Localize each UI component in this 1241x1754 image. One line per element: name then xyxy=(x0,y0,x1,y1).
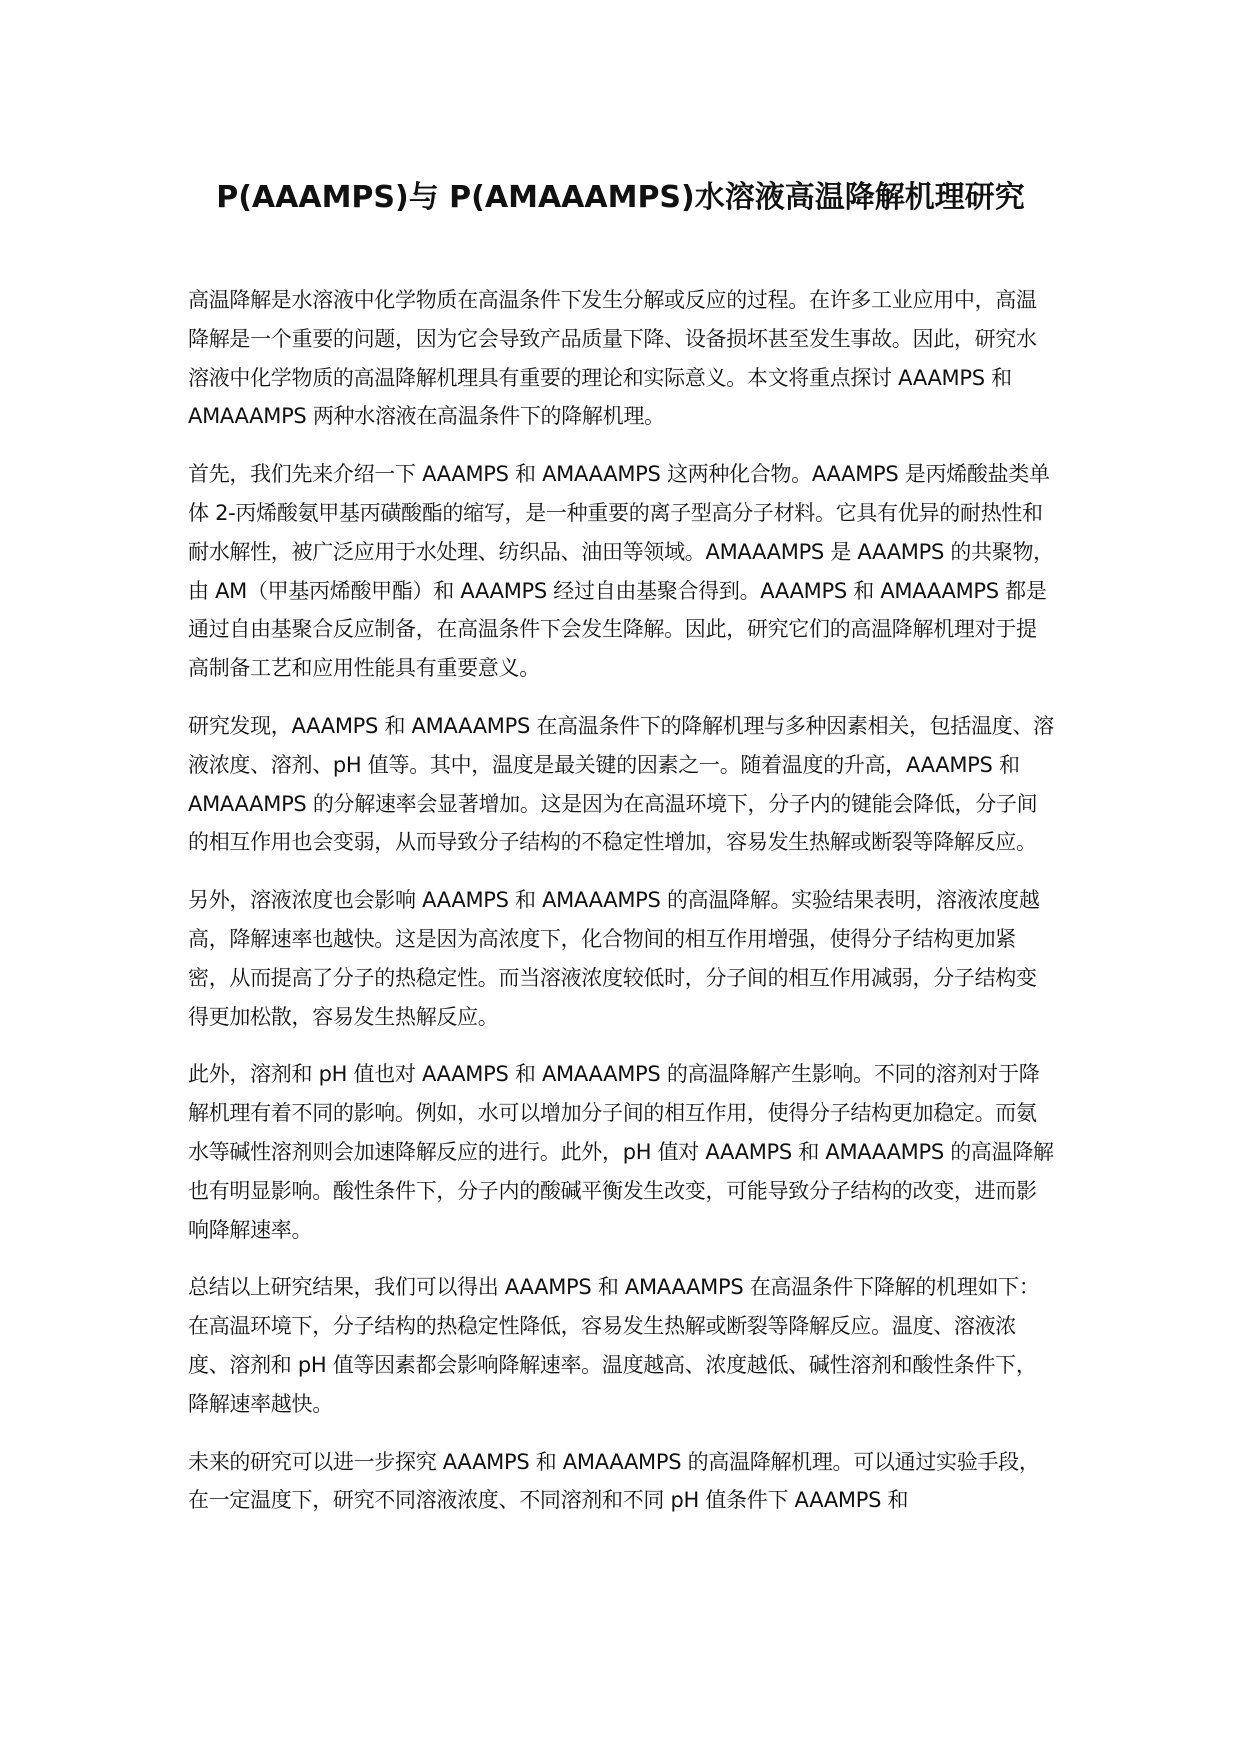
paragraph-concentration: 另外，溶液浓度也会影响 AAAMPS 和 AMAAAMPS 的高温降解。实验结果表明，溶液浓度越高，降解速率也越快。这是因为高浓度下，化合物间的相互作用增强，使得分子结构更加紧密，从而提高了分子的热稳定性。而当溶液浓度较低时，分子间的相互作用减弱，分子结构变得更加松散，容易发生热解反应。 xyxy=(188,888,1040,1029)
document-title: P(AAAMPS)与 P(AMAAAMPS)水溶液高温降解机理研究 xyxy=(216,180,1025,215)
paragraph-compounds: 首先，我们先来介绍一下 AAAMPS 和 AMAAAMPS 这两种化合物。AAAMPS 是丙烯酸盐类单体 2-丙烯酸氨甲基丙磺酸酯的缩写，是一种重要的离子型高分子材料。它具有优异的耐热性和耐水解性，被广泛应用于水处理、纺织品、油田等领域。AMAAAMPS 是 AAAMPS 的共聚物，由 AM（甲基丙烯酸甲酯）和 AAAMPS 经过自由基聚合得到。AAAMPS 和 AMAAAMPS 都是通过自由基聚合反应制备，在高温条件下会发生降解。因此，研究它们的高温降解机理对于提高制备工艺和应用性能具有重要意义。 xyxy=(188,462,1054,681)
paragraph-solvent-ph: 此外，溶剂和 pH 值也对 AAAMPS 和 AMAAAMPS 的高温降解产生影响。不同的溶剂对于降解机理有着不同的影响。例如，水可以增加分子间的相互作用，使得分子结构更加稳定。而氨水等碱性溶剂则会加速降解反应的进行。此外，pH 值对 AAAMPS 和 AMAAAMPS 的高温降解也有明显影响。酸性条件下，分子内的酸碱平衡发生改变，可能导致分子结构的改变，进而影响降解速率。 xyxy=(188,1062,1054,1242)
document-body xyxy=(188,281,1056,1539)
paragraph-future: 未来的研究可以进一步探究 AAAMPS 和 AMAAAMPS 的高温降解机理。可以通过实验手段，在一定温度下，研究不同溶液浓度、不同溶剂和不同 pH 值条件下 AAAMPS 和 xyxy=(188,1449,1040,1513)
paragraph-summary: 总结以上研究结果，我们可以得出 AAAMPS 和 AMAAAMPS 在高温条件下降解的机理如下：在高温环境下，分子结构的热稳定性降低，容易发生热解或断裂等降解反应。温度、溶液浓度、溶剂和 pH 值等因素都会影响降解速率。温度越高、浓度越低、碱性溶剂和酸性条件下，降解速率越快。 xyxy=(188,1275,1040,1416)
paragraph-findings: 研究发现，AAAMPS 和 AMAAAMPS 在高温条件下的降解机理与多种因素相关，包括温度、溶液浓度、溶剂、pH 值等。其中，温度是最关键的因素之一。随着温度的升高，AAAMPS 和 AMAAAMPS 的分解速率会显著增加。这是因为在高温环境下，分子内的键能会降低，分子间的相互作用也会变弱，从而导致分子结构的不稳定性增加，容易发生热解或断裂等降解反应。 xyxy=(188,713,1054,855)
paragraph-intro: 高温降解是水溶液中化学物质在高温条件下发生分解或反应的过程。在许多工业应用中，高温降解是一个重要的问题，因为它会导致产品质量下降、设备损坏甚至发生事故。因此，研究水溶液中化学物质的高温降解机理具有重要的理论和实际意义。本文将重点探讨 AAAMPS 和 AMAAAMPS 两种水溶液在高温条件下的降解机理。 xyxy=(188,288,1037,429)
